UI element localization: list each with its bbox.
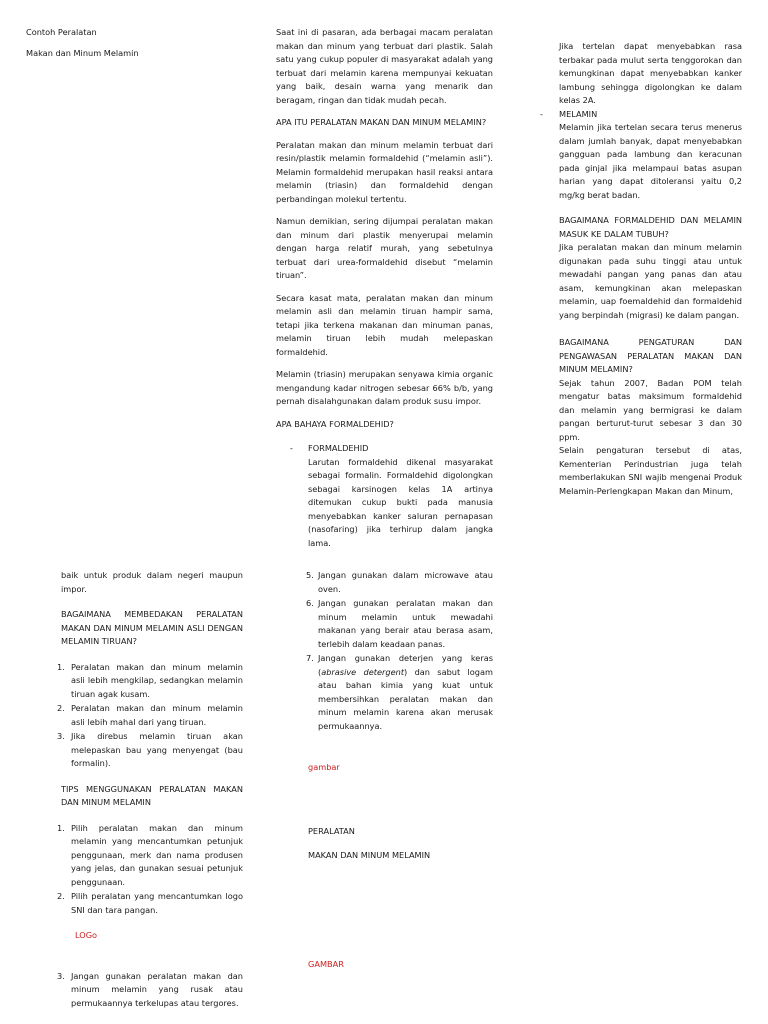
intro-paragraph: Saat ini di pasaran, ada berbagai macam peralatan makan dan minum yang terbuat dari plastik. Salah satu yang cukup populer di masyarakat adalah yang terbuat dari melamin karena mempunyai kekuatan yang baik, desain warna yang menarik dan beragam, ringan dan tidak mudah pecah. xyxy=(276,27,493,105)
image-placeholder-2: GAMBAR xyxy=(308,958,344,969)
list-item: 2. Peralatan makan dan minum melamin asli lebih mahal dari yang tiruan. xyxy=(57,703,243,727)
list-item: 3. Jangan gunakan peralatan makan dan minum melamin yang rusak atau permukaannya terkelupas atau tergores. xyxy=(57,970,243,1008)
bullet-dash: - xyxy=(290,443,293,453)
definition-paragraph: Peralatan makan dan minum melamin terbuat dari resin/plastik melamin formaldehid (“melamin asli”). Melamin formaldehid merupakan hasil reaksi antara melamin (triasin) dan formaldehid dengan perbandingan molekul tertentu. xyxy=(276,139,493,204)
list-item: 1. Peralatan makan dan minum melamin asli lebih mengkilap, sedangkan melamin tiruan agak kusam. xyxy=(57,661,243,699)
imitation-paragraph: Namun demikian, sering dijumpai peralatan makan dan minum dari plastik menyerupai melamin dengan harga relatif murah, yang sebetulnya terbuat dari urea-formaldehid disebut “melamin tiruan”. xyxy=(276,216,493,280)
tips-list-end xyxy=(306,569,493,733)
formaldehyde-bullet xyxy=(276,442,493,550)
cover-title-line-1: Contoh Peralatan xyxy=(26,27,97,37)
logo-placeholder: LOGo xyxy=(75,930,98,940)
section-heading-tips: TIPS MENGGUNAKAN PERALATAN MAKAN DAN MINUM MELAMIN xyxy=(61,783,243,807)
bullet-title: MELAMIN xyxy=(559,108,598,119)
intro-column xyxy=(276,26,493,551)
bullet-text: Melamin jika tertelan secara terus menerus dalam jumlah banyak, dapat menyebabkan gangguan pada lambung dan keracunan pada ginjal jika melampaui batas asupan harian yang dapat ditoleransi yaitu 0,2 mg/kg berat badan. xyxy=(559,122,742,200)
back-cover-column xyxy=(308,569,493,980)
cover-title-column xyxy=(26,26,216,69)
section-heading-danger: APA BAHAYA FORMALDEHID? xyxy=(276,418,394,429)
section-heading-what-is: APA ITU PERALATAN MAKAN DAN MINUM MELAMIN? xyxy=(276,117,487,127)
bullet-dash: - xyxy=(540,108,543,119)
tips-column xyxy=(57,569,243,1011)
image-placeholder: gambar xyxy=(308,762,340,772)
list-item: 3. Jika direbus melamin tiruan akan melepaskan bau yang menyengat (bau formalin). xyxy=(57,731,243,768)
bullet-title: FORMALDEHID xyxy=(308,443,369,453)
regulation-paragraph: Sejak tahun 2007, Badan POM telah mengatur batas maksimum formaldehid dan melamin yang bermigrasi ke dalam pangan berturut-turut sebesar 3 dan 30 ppm. xyxy=(559,377,742,442)
continued-paragraph: baik untuk produk dalam negeri maupun impor. xyxy=(61,570,243,594)
migration-paragraph: Jika peralatan makan dan minum melamin digunakan pada suhu tinggi atau untuk mewadahi pangan yang panas dan atau asam, kemungkinan akan melepaskan melamin, uap foemaldehid dan formaldehid yang berpindah (migrasi) ke dalam pangan. xyxy=(559,242,742,320)
section-heading-entry: BAGAIMANA FORMALDEHID DAN MELAMIN MASUK KE DALAM TUBUH? xyxy=(559,215,742,239)
triazine-paragraph: Melamin (triasin) merupakan senyawa kimia organic mengandung kadar nitrogen sebesar 66% b/b, yang pernah disalahgunakan dalam produk susu impor. xyxy=(276,369,493,406)
list-item: 1. Pilih peralatan makan dan minum melamin yang mencantumkan petunjuk penggunaan, merk dan nama produsen yang jelas, dan gunakan sesuai petunjuk penggunaan. xyxy=(57,822,243,887)
tips-list xyxy=(57,822,243,918)
list-item: 5. Jangan gunakan dalam microwave atau oven. xyxy=(306,570,493,594)
back-title-line-1: PERALATAN xyxy=(308,825,355,836)
comparison-paragraph: Secara kasat mata, peralatan makan dan minum melamin asli dan melamin tiruan hampir sama, tetapi jika terkena makanan dan minuman panas, melamin tiruan lebih mudah melepaskan formaldehid. xyxy=(276,292,493,357)
cover-title-line-2: Makan dan Minum Melamin xyxy=(26,47,139,58)
list-item: 2. Pilih peralatan yang mencantumkan logo SNI dan tara pangan. xyxy=(57,891,243,915)
section-heading-regulation: BAGAIMANA PENGATURAN DAN PENGAWASAN PERALATAN MAKAN DAN MINUM MELAMIN? xyxy=(559,337,742,374)
sni-paragraph: Selain pengaturan tersebut di atas, Kementerian Perindustrian juga telah memberlakukan SNI wajib mengenai Produk Melamin-Perlengkapan Makan dan Minum, xyxy=(559,445,742,496)
list-item: 6. Jangan gunakan peralatan makan dan minum melamin untuk mewadahi makanan yang berair atau berasa asam, terlebih dalam keadaan panas. xyxy=(306,598,493,649)
back-title-line-2: MAKAN DAN MINUM MELAMIN xyxy=(308,850,431,860)
melamine-bullet xyxy=(540,108,742,203)
ingestion-paragraph: Jika tertelan dapat menyebabkan rasa terbakar pada mulut serta tenggorokan dan kemungkinan dapat menyebabkan kanker lambung sehingga digolongkan ke dalam kelas 2A. xyxy=(559,41,742,105)
bullet-text: Larutan formaldehid dikenal masyarakat sebagai formalin. Formaldehid digolongkan sebagai karsinogen kelas 1A artinya ditemukan cukup bukti pada manusia menyebabkan kanker saluran pernapasan (nasofaring) jika terhirup dalam jangka lama. xyxy=(308,456,493,548)
section-heading-distinguish: BAGAIMANA MEMBEDAKAN PERALATAN MAKAN DAN MINUM MELAMIN ASLI DENGAN MELAMIN TIRUAN? xyxy=(61,609,243,646)
distinguish-list xyxy=(57,661,243,771)
tips-list-continued xyxy=(57,970,243,1011)
list-item: 7. Jangan gunakan deterjen yang keras (abrasive detergent) dan sabut logam atau bahan kimia yang kuat untuk membersihkan peralatan makan dan minum melamin karena akan merusak permukaannya. xyxy=(306,653,493,731)
hazard-column xyxy=(540,40,742,507)
